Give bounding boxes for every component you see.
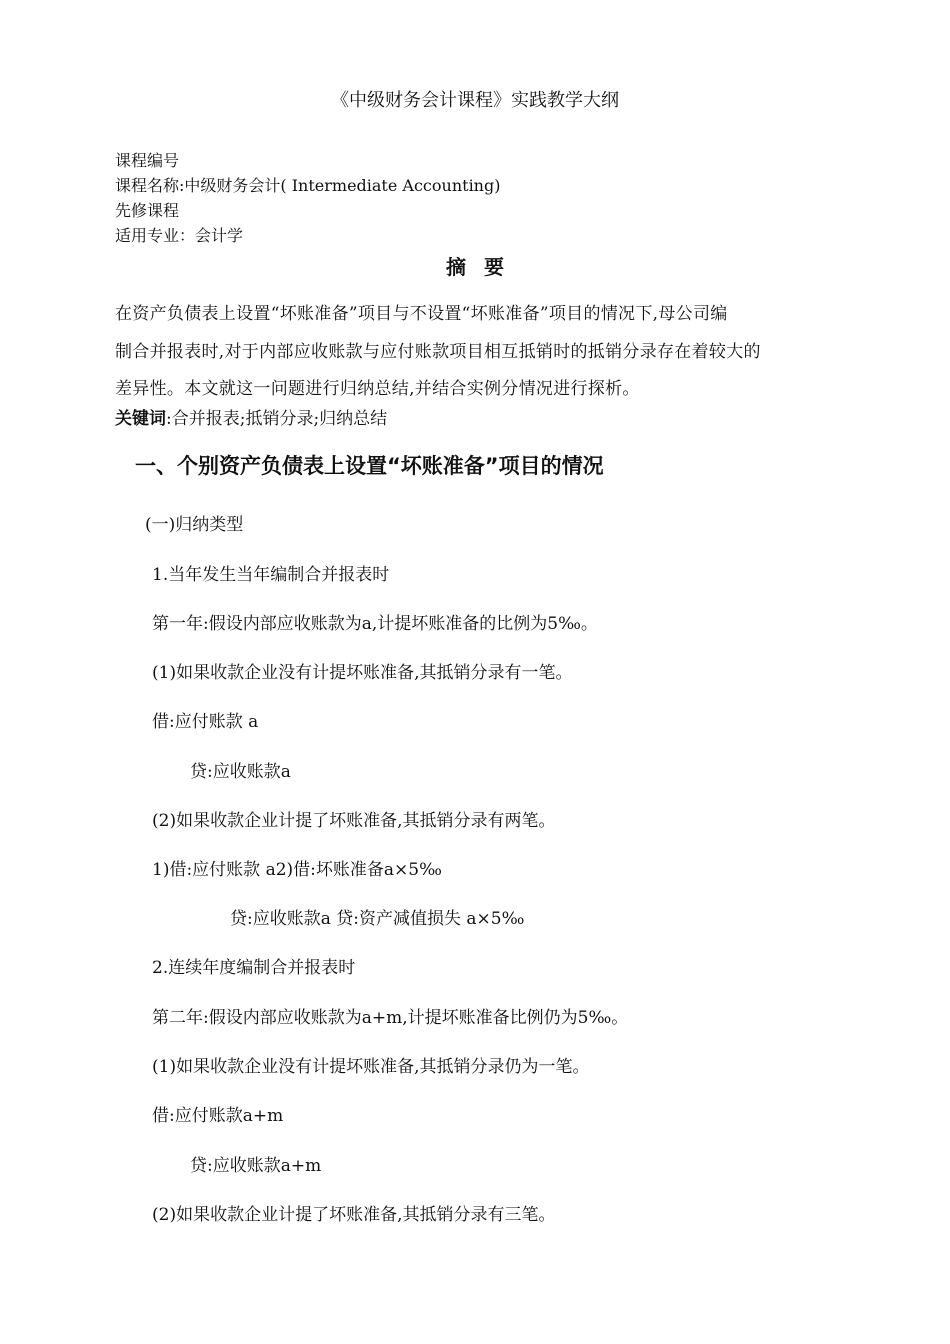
body-line: (1)如果收款企业没有计提坏账准备,其抵销分录仍为一笔。	[152, 1057, 590, 1077]
body-line: (1)如果收款企业没有计提坏账准备,其抵销分录有一笔。	[152, 663, 573, 683]
abstract-line: 在资产负债表上设置“坏账准备”项目与不设置“坏账准备”项目的情况下,母公司编	[115, 304, 728, 324]
keywords	[115, 408, 387, 430]
document-title: 《中级财务会计课程》实践教学大纲	[331, 90, 619, 111]
body-line: 2.连续年度编制合并报表时	[152, 958, 356, 978]
keywords-label: 关键词	[115, 409, 166, 429]
abstract-line: 制合并报表时,对于内部应收账款与应付账款项目相互抵销时的抵销分录存在着较大的	[115, 342, 761, 362]
keywords-text: :合并报表;抵销分录;归纳总结	[166, 409, 388, 429]
applicable-major: 适用专业：会计学	[115, 226, 244, 245]
body-line: 第二年:假设内部应收账款为a+m,计提坏账准备比例仍为5‰。	[152, 1008, 629, 1028]
body-line: 第一年:假设内部应收账款为a,计提坏账准备的比例为5‰。	[152, 614, 598, 634]
subsection-heading: (一)归纳类型	[145, 515, 244, 535]
journal-entry-debit: 借:应付账款 a	[152, 712, 259, 732]
body-line: (2)如果收款企业计提了坏账准备,其抵销分录有三笔。	[152, 1205, 556, 1225]
abstract-heading: 摘要	[446, 255, 522, 279]
abstract-line: 差异性。本文就这一问题进行归纳总结,并结合实例分情况进行探析。	[115, 379, 640, 399]
journal-entry-credit: 贷:应收账款a+m	[190, 1156, 322, 1176]
journal-entry-credit: 贷:应收账款a	[190, 762, 291, 782]
section-heading: 一、个别资产负债表上设置“坏账准备”项目的情况	[135, 454, 604, 478]
prerequisite: 先修课程	[115, 201, 180, 220]
journal-entry-debit: 借:应付账款a+m	[152, 1106, 284, 1126]
body-line: 1.当年发生当年编制合并报表时	[152, 565, 390, 585]
journal-entry-credit: 贷:应收账款a 贷:资产减值损失 a×5‰	[230, 909, 525, 929]
body-line: (2)如果收款企业计提了坏账准备,其抵销分录有两笔。	[152, 811, 556, 831]
course-code: 课程编号	[115, 151, 180, 170]
journal-entry-debit: 1)借:应付账款 a2)借:坏账准备a×5‰	[152, 860, 442, 880]
course-name: 课程名称:中级财务会计( Intermediate Accounting)	[115, 176, 501, 195]
